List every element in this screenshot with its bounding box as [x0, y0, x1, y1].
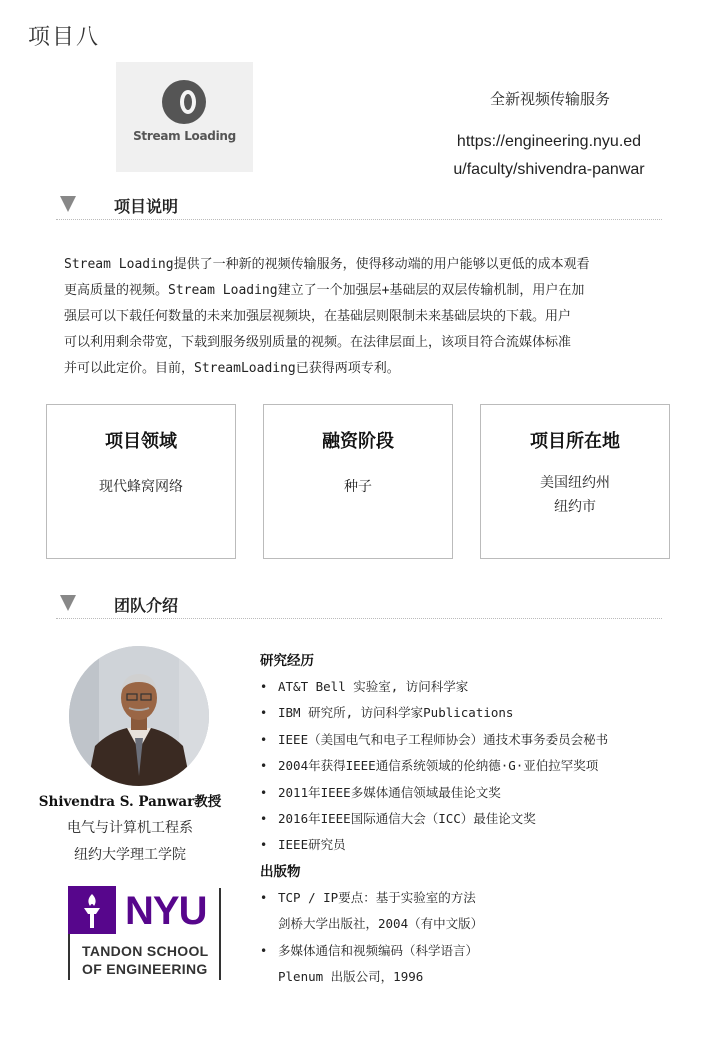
nyu-wordmark: NYU [125, 889, 207, 933]
description-line: 并可以此定价。目前，StreamLoading已获得两项专利。 [64, 361, 400, 376]
list-item: • IBM 研究所, 访问科学家Publications [260, 700, 680, 726]
project-url[interactable] [444, 128, 654, 184]
nyu-tandon-logo [68, 886, 228, 982]
research-heading: 研究经历 [260, 653, 314, 669]
info-box-stage [263, 404, 453, 559]
publications-heading: 出版物 [260, 863, 301, 880]
list-item [260, 938, 680, 991]
info-box-title: 项目领域 [105, 431, 177, 452]
stream-loading-logo-icon [162, 80, 206, 124]
list-item: • IEEE（美国电气和电子工程师协会）通技术事务委员会秘书 [260, 727, 680, 753]
info-box-title: 融资阶段 [322, 431, 394, 452]
info-value-line: 美国纽约州 [540, 475, 610, 491]
url-line-2: u/faculty/shivendra-panwar [453, 161, 645, 178]
section-header-team [56, 591, 662, 619]
triangle-down-icon [60, 595, 76, 611]
list-item [260, 885, 680, 938]
info-box-value [47, 475, 235, 499]
professor-school: 纽约大学理工学院 [74, 847, 186, 863]
info-value-line: 现代蜂窝网络 [99, 479, 183, 495]
info-box-title: 项目所在地 [530, 431, 620, 452]
description-line: Stream Loading提供了一种新的视频传输服务，使得移动端的用户能够以更低的成本观看 [64, 257, 590, 272]
description-line: 可以利用剩余带宽，下载到服务级别质量的视频。在法律层面上，该项目符合流媒体标准 [64, 335, 572, 350]
section-title: 项目说明 [114, 197, 179, 216]
publication-publisher: 剑桥大学出版社，2004（有中文版） [278, 916, 484, 932]
professor-department: 电气与计算机工程系 [67, 820, 193, 836]
page-title: 项目八 [28, 25, 101, 50]
stream-loading-logo [116, 62, 253, 172]
list-item: • AT&T Bell 实验室, 访问科学家 [260, 674, 680, 700]
logo-text: Stream Loading [133, 129, 236, 143]
nyu-subline-1: TANDON SCHOOL [82, 943, 209, 959]
section-title: 团队介绍 [114, 596, 179, 615]
team-details [260, 648, 680, 990]
tagline: 全新视频传输服务 [489, 90, 610, 108]
list-item: • 2011年IEEE多媒体通信领域最佳论文奖 [260, 780, 680, 806]
triangle-down-icon [60, 196, 76, 212]
list-item: • IEEE研究员 [260, 832, 680, 858]
description-line: 更高质量的视频。Stream Loading建立了一个加强层+基础层的双层传输机制，用户在加 [64, 283, 585, 298]
project-description [64, 252, 644, 382]
professor-photo [69, 646, 209, 786]
nyu-subline-2: OF ENGINEERING [82, 961, 208, 977]
publication-publisher: Plenum 出版公司，1996 [278, 969, 424, 985]
info-box-value [481, 471, 669, 519]
professor-name: Shivendra S. Panwar教授 [38, 794, 222, 810]
section-header-description [56, 192, 662, 220]
description-line: 强层可以下载任何数量的未来加强层视频块，在基础层则限制未来基础层块的下载。用户 [64, 309, 572, 324]
info-box-field [46, 404, 236, 559]
url-line-1: https://engineering.nyu.ed [456, 133, 642, 150]
info-value-line: 种子 [344, 479, 372, 495]
info-box-location [480, 404, 670, 559]
list-item: • 2004年获得IEEE通信系统领域的伦纳德·G·亚伯拉罕奖项 [260, 753, 680, 779]
publication-title: • TCP / IP要点：基于实验室的方法 [278, 889, 476, 905]
list-item: • 2016年IEEE国际通信大会（ICC）最佳论文奖 [260, 806, 680, 832]
info-box-value [264, 475, 452, 499]
info-value-line: 纽约市 [554, 499, 596, 515]
nyu-torch-icon [68, 886, 116, 934]
publication-title: • 多媒体通信和视频编码（科学语言） [278, 942, 479, 958]
